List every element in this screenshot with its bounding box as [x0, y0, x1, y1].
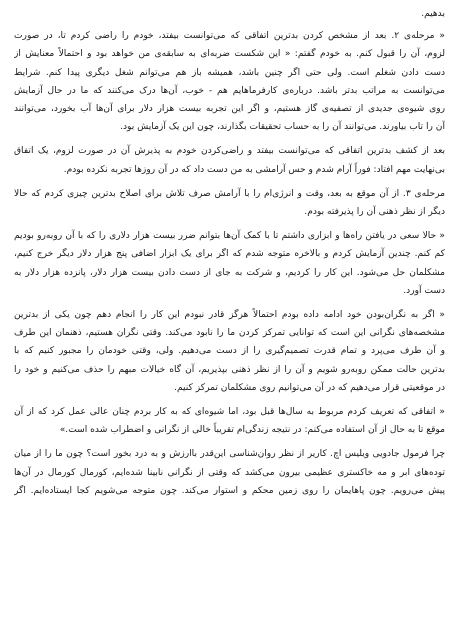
- text-line: پیش می‌رویم. چون پاهایمان را روی زمین محکم و استوار می‌کند. چون متوجه می‌شویم کجا ایستاده‌ایم. اگر: [14, 485, 445, 496]
- paragraph-step-2: [14, 27, 445, 136]
- text-line: در موقعیتی قرار می‌دهیم که در آن می‌توانیم روی مشکلمان تمرکز کنیم.: [174, 382, 445, 393]
- text-line: بدترین حالت ممکن روبه‌رو شویم و آن را از نظر ذهنی بپذیریم، آن گاه خیالات مبهم را حذف می‌کنیم و خود را: [14, 364, 445, 375]
- text-line: بدهیم.: [421, 9, 445, 19]
- text-line: مشخصه‌های نگرانی این است که توانایی تمرکز کردن ما را نابود می‌کند. وقتی نگران هستیم، ذهنمان این طرف: [14, 328, 445, 339]
- text-line: توده‌های ابر و مه خاکستری عظیمی بیرون می‌کشد که وقتی از نگرانی نابینا شده‌ایم، کورمال کورمال در آن‌ها: [14, 467, 445, 478]
- text-line: روی شیوه‌ی جدیدی از تصفیه‌ی گاز هستیم، و اگر این تجربه بیست هزار دلار برای آن‌ها آب بخورد، می‌توانند: [14, 104, 445, 115]
- text-line: موقع تا به حال از آن استفاده می‌کنم: در نتیجه زندگی‌ام تقریباً خالی از نگرانی و اضطراب شده است.»: [59, 425, 445, 436]
- text-line: دست دادن شغلم است. ولی حتی اگر چنین باشد، همیشه باز هم می‌توانم شغل دیگری پیدا کنم. شرایط: [14, 67, 445, 78]
- text-line: چرا فرمول جادویی ویلیس اچ. کاریر از نظر روان‌شناسی این‌قدر باارزش و به درد بخور است؟ چون ما را از میان: [14, 449, 445, 460]
- paragraph-magic-formula: [14, 445, 445, 500]
- text-line: می‌توانست به مراتب بدتر باشد. درباره‌ی کارفرماهایم هم - خوب، آن‌ها درک می‌کنند که ما در حال آزمایش: [14, 85, 445, 96]
- text-line: بعد از کشف بدترین اتفاقی که می‌توانست بیفتد و راضی‌کردن خودم به پذیرش آن در صورت لزوم، یک اتفاق: [14, 146, 445, 157]
- paragraph-step-3: [14, 185, 445, 221]
- text-line: بی‌نهایت مهم افتاد: فوراً آرام شدم و حس آرامشی به من دست داد که در آن روزها تجربه نکرده بودم.: [63, 164, 445, 175]
- text-line: مرحله‌ی ۳. از آن موقع به بعد، وقت و انرژی‌ام را با آرامش صرف تلاش برای اصلاح بدترین چیزی کردم که حالا: [14, 188, 445, 199]
- text-line: و آن طرف می‌پرد و تمام قدرت تصمیم‌گیری را از دست می‌دهیم. ولی، وقتی خودمان را مجبور کنیم که با: [14, 346, 445, 357]
- text-line: دیگر از نظر ذهنی آن را پذیرفته بودم.: [304, 207, 445, 218]
- text-line: کم کنم. چندین آزمایش کردم و بالاخره متوجه شدم که اگر برای یک ابزار اضافی پنج هزار دلار دیگر خرج کنیم،: [14, 249, 445, 260]
- text-line: « حالا سعی در یافتن راه‌ها و ابزاری داشتم تا با کمک آن‌ها بتوانم ضرر بیست هزار دلاری را که با آن روبه‌رو بودیم: [14, 231, 445, 242]
- text-line: « مرحله‌ی ۲. بعد از مشخص کردن بدترین اتفاقی که می‌توانست بیفتد، خودم را راضی کردم تا، در صورت: [14, 31, 445, 42]
- text-line: دست آورد.: [403, 285, 445, 296]
- text-line: « اتفاقی که تعریف کردم مربوط به سال‌ها قبل بود، اما شیوه‌ای که به کار بردم چنان عالی عمل کرد که از آن: [14, 407, 445, 418]
- text-line: آن را تاب بیاورند. می‌توانند آن را به حساب تحقیقات بگذارند، چون این یک آزمایش بود.: [120, 122, 445, 133]
- text-line: لزوم، آن را قبول کنم. به خودم گفتم: « این شکست ضربه‌ای به سابقه‌ی من خواهد بود و احتمالاً معنایش از: [14, 49, 445, 60]
- paragraph-continuation: [14, 5, 445, 23]
- paragraph-acceptance: [14, 142, 445, 178]
- paragraph-solution: [14, 227, 445, 300]
- text-line: مشکلمان حل می‌شود. این کار را کردیم، و شرکت به جای از دست دادن بیست هزار دلار، پانزده هزار دلار به: [14, 267, 445, 278]
- paragraph-method-result: [14, 403, 445, 439]
- paragraph-worry-focus: [14, 306, 445, 397]
- text-line: « اگر به نگران‌بودن خود ادامه داده بودم احتمالاً هرگز قادر نبودم این کار را انجام دهم چون یکی از بدترین: [14, 310, 445, 321]
